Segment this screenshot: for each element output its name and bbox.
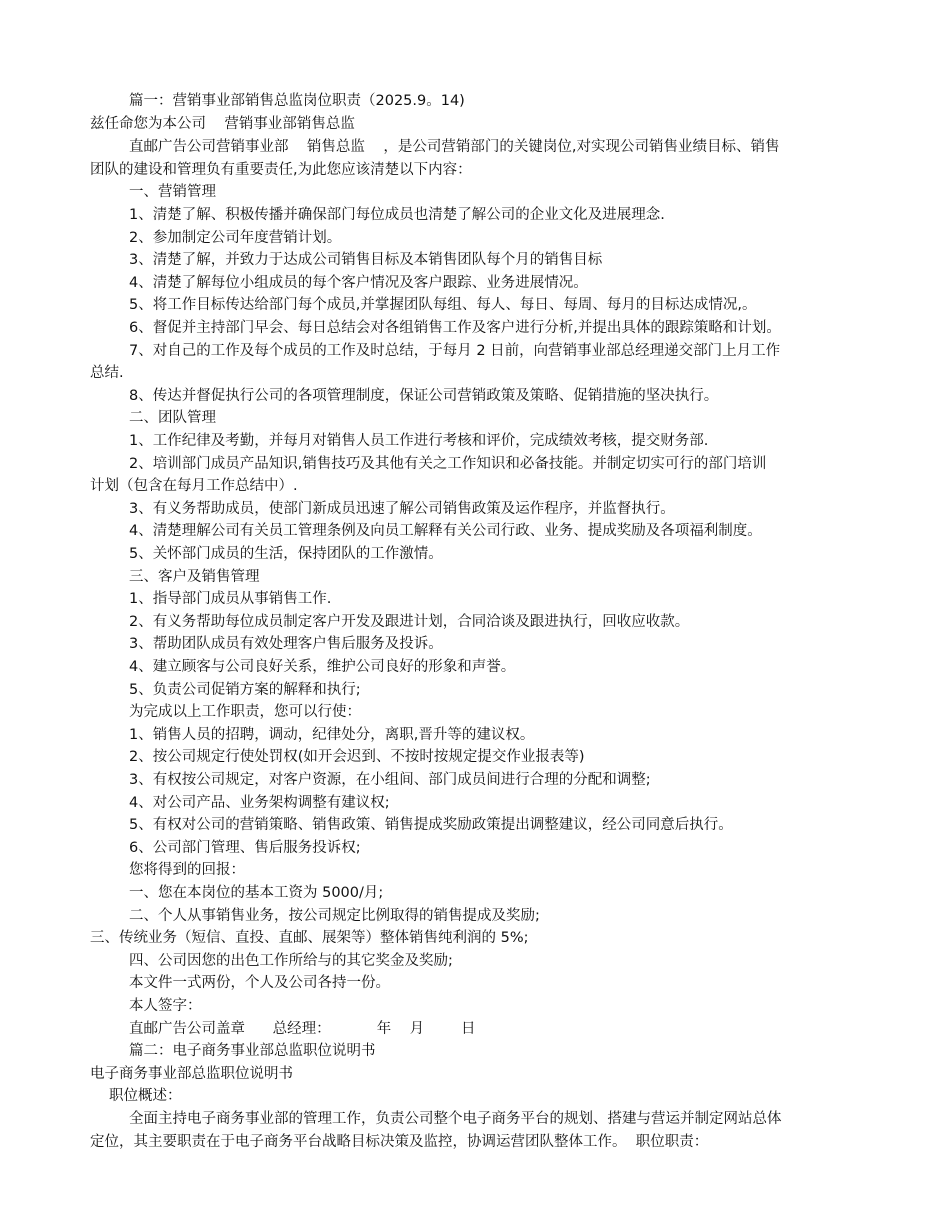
list-item: 4、对公司产品、业务架构调整有建议权; <box>129 795 390 811</box>
list-item: 1、清楚了解、积极传播并确保部门每位成员也清楚了解公司的企业文化及进展理念. <box>129 207 665 223</box>
list-item: 4、清楚理解公司有关员工管理条例及向员工解释有关公司行政、业务、提成奖励及各项福利制度。 <box>129 523 762 539</box>
list-item: 2、参加制定公司年度营销计划。 <box>129 230 342 246</box>
paragraph-line: 全面主持电子商务事业部的管理工作，负责公司整个电子商务平台的规划、搭建与营运并制定网站总体 <box>129 1111 782 1127</box>
document-title: 电子商务事业部总监职位说明书 <box>90 1066 293 1082</box>
signature-line: 直邮广告公司盖章 总经理： 年 月 日 <box>129 1021 476 1037</box>
paragraph-line: 定位，其主要职责在于电子商务平台战略目标决策及监控，协调运营团队整体工作。 职位职责： <box>90 1134 709 1150</box>
list-item: 三、传统业务（短信、直投、直邮、展架等）整体销售纯利润的 5%; <box>90 930 529 946</box>
paragraph-line: 团队的建设和管理负有重要责任,为此您应该清楚以下内容： <box>90 162 472 178</box>
list-item: 一、您在本岗位的基本工资为 5000/月; <box>129 885 384 901</box>
list-item: 3、有权按公司规定，对客户资源，在小组间、部门成员间进行合理的分配和调整; <box>129 772 651 788</box>
paragraph-line: 直邮广告公司营销事业部 销售总监 ，是公司营销部门的关键岗位,对实现公司销售业绩目标、销售 <box>129 139 780 155</box>
paragraph-line: 为完成以上工作职责，您可以行使： <box>129 704 361 720</box>
subheading: 职位概述： <box>109 1088 182 1104</box>
list-item: 3、有义务帮助成员，使部门新成员迅速了解公司销售政策及运作程序，并监督执行。 <box>129 501 675 517</box>
appointment-line: 兹任命您为本公司 营销事业部销售总监 <box>90 116 355 132</box>
list-item: 二、个人从事销售业务，按公司规定比例取得的销售提成及奖励; <box>129 908 540 924</box>
list-item: 6、公司部门管理、售后服务投诉权; <box>129 840 361 856</box>
list-item: 1、销售人员的招聘，调动，纪律处分，离职,晋升等的建议权。 <box>129 727 535 743</box>
list-item: 5、将工作目标传达给部门每个成员,并掌握团队每组、每人、每日、每周、每月的目标达成情况,。 <box>129 297 757 313</box>
paragraph-line: 本文件一式两份，个人及公司各持一份。 <box>129 975 390 991</box>
signature-label: 本人签字： <box>129 998 202 1014</box>
list-item: 7、对自己的工作及每个成员的工作及时总结，于每月 2 日前，向营销事业部总经理递交部门上月工作 <box>129 343 781 359</box>
list-item: 5、负责公司促销方案的解释和执行; <box>129 682 361 698</box>
list-item: 5、关怀部门成员的生活，保持团队的工作激情。 <box>129 546 443 562</box>
list-item: 2、有义务帮助每位成员制定客户开发及跟进计划，合同洽谈及跟进执行，回收应收款。 <box>129 614 690 630</box>
list-item: 6、督促并主持部门早会、每日总结会对各组销售工作及客户进行分析,并提出具体的跟踪策略和计划。 <box>129 320 781 336</box>
list-item: 2、按公司规定行使处罚权(如开会迟到、不按时按规定提交作业报表等) <box>129 749 585 765</box>
list-item: 3、清楚了解，并致力于达成公司销售目标及本销售团队每个月的销售目标 <box>129 252 603 268</box>
section-title-2: 篇二：电子商务事业部总监职位说明书 <box>129 1043 376 1059</box>
list-item: 8、传达并督促执行公司的各项管理制度，保证公司营销政策及策略、促销措施的坚决执行。 <box>129 388 719 404</box>
subheading: 三、客户及销售管理 <box>129 569 260 585</box>
list-item: 四、公司因您的出色工作所给与的其它奖金及奖励; <box>129 953 453 969</box>
paragraph-line: 您将得到的回报： <box>129 862 245 878</box>
subheading: 一、营销管理 <box>129 184 216 200</box>
list-item: 2、培训部门成员产品知识,销售技巧及其他有关之工作知识和必备技能。并制定切实可行的部门培训 <box>129 456 767 472</box>
list-item: 4、建立顾客与公司良好关系，维护公司良好的形象和声誉。 <box>129 659 516 675</box>
list-item: 4、清楚了解每位小组成员的每个客户情况及客户跟踪、业务进展情况。 <box>129 275 588 291</box>
list-item-continued: 总结. <box>90 365 124 381</box>
subheading: 二、团队管理 <box>129 410 216 426</box>
section-title-1: 篇一：营销事业部销售总监岗位职责（2025.9。14) <box>129 93 465 109</box>
list-item: 3、帮助团队成员有效处理客户售后服务及投诉。 <box>129 636 443 652</box>
list-item: 5、有权对公司的营销策略、销售政策、销售提成奖励政策提出调整建议，经公司同意后执行。 <box>129 817 733 833</box>
list-item-continued: 计划（包含在每月工作总结中）. <box>90 478 298 494</box>
list-item: 1、工作纪律及考勤，并每月对销售人员工作进行考核和评价，完成绩效考核，提交财务部. <box>129 433 709 449</box>
list-item: 1、指导部门成员从事销售工作. <box>129 591 332 607</box>
